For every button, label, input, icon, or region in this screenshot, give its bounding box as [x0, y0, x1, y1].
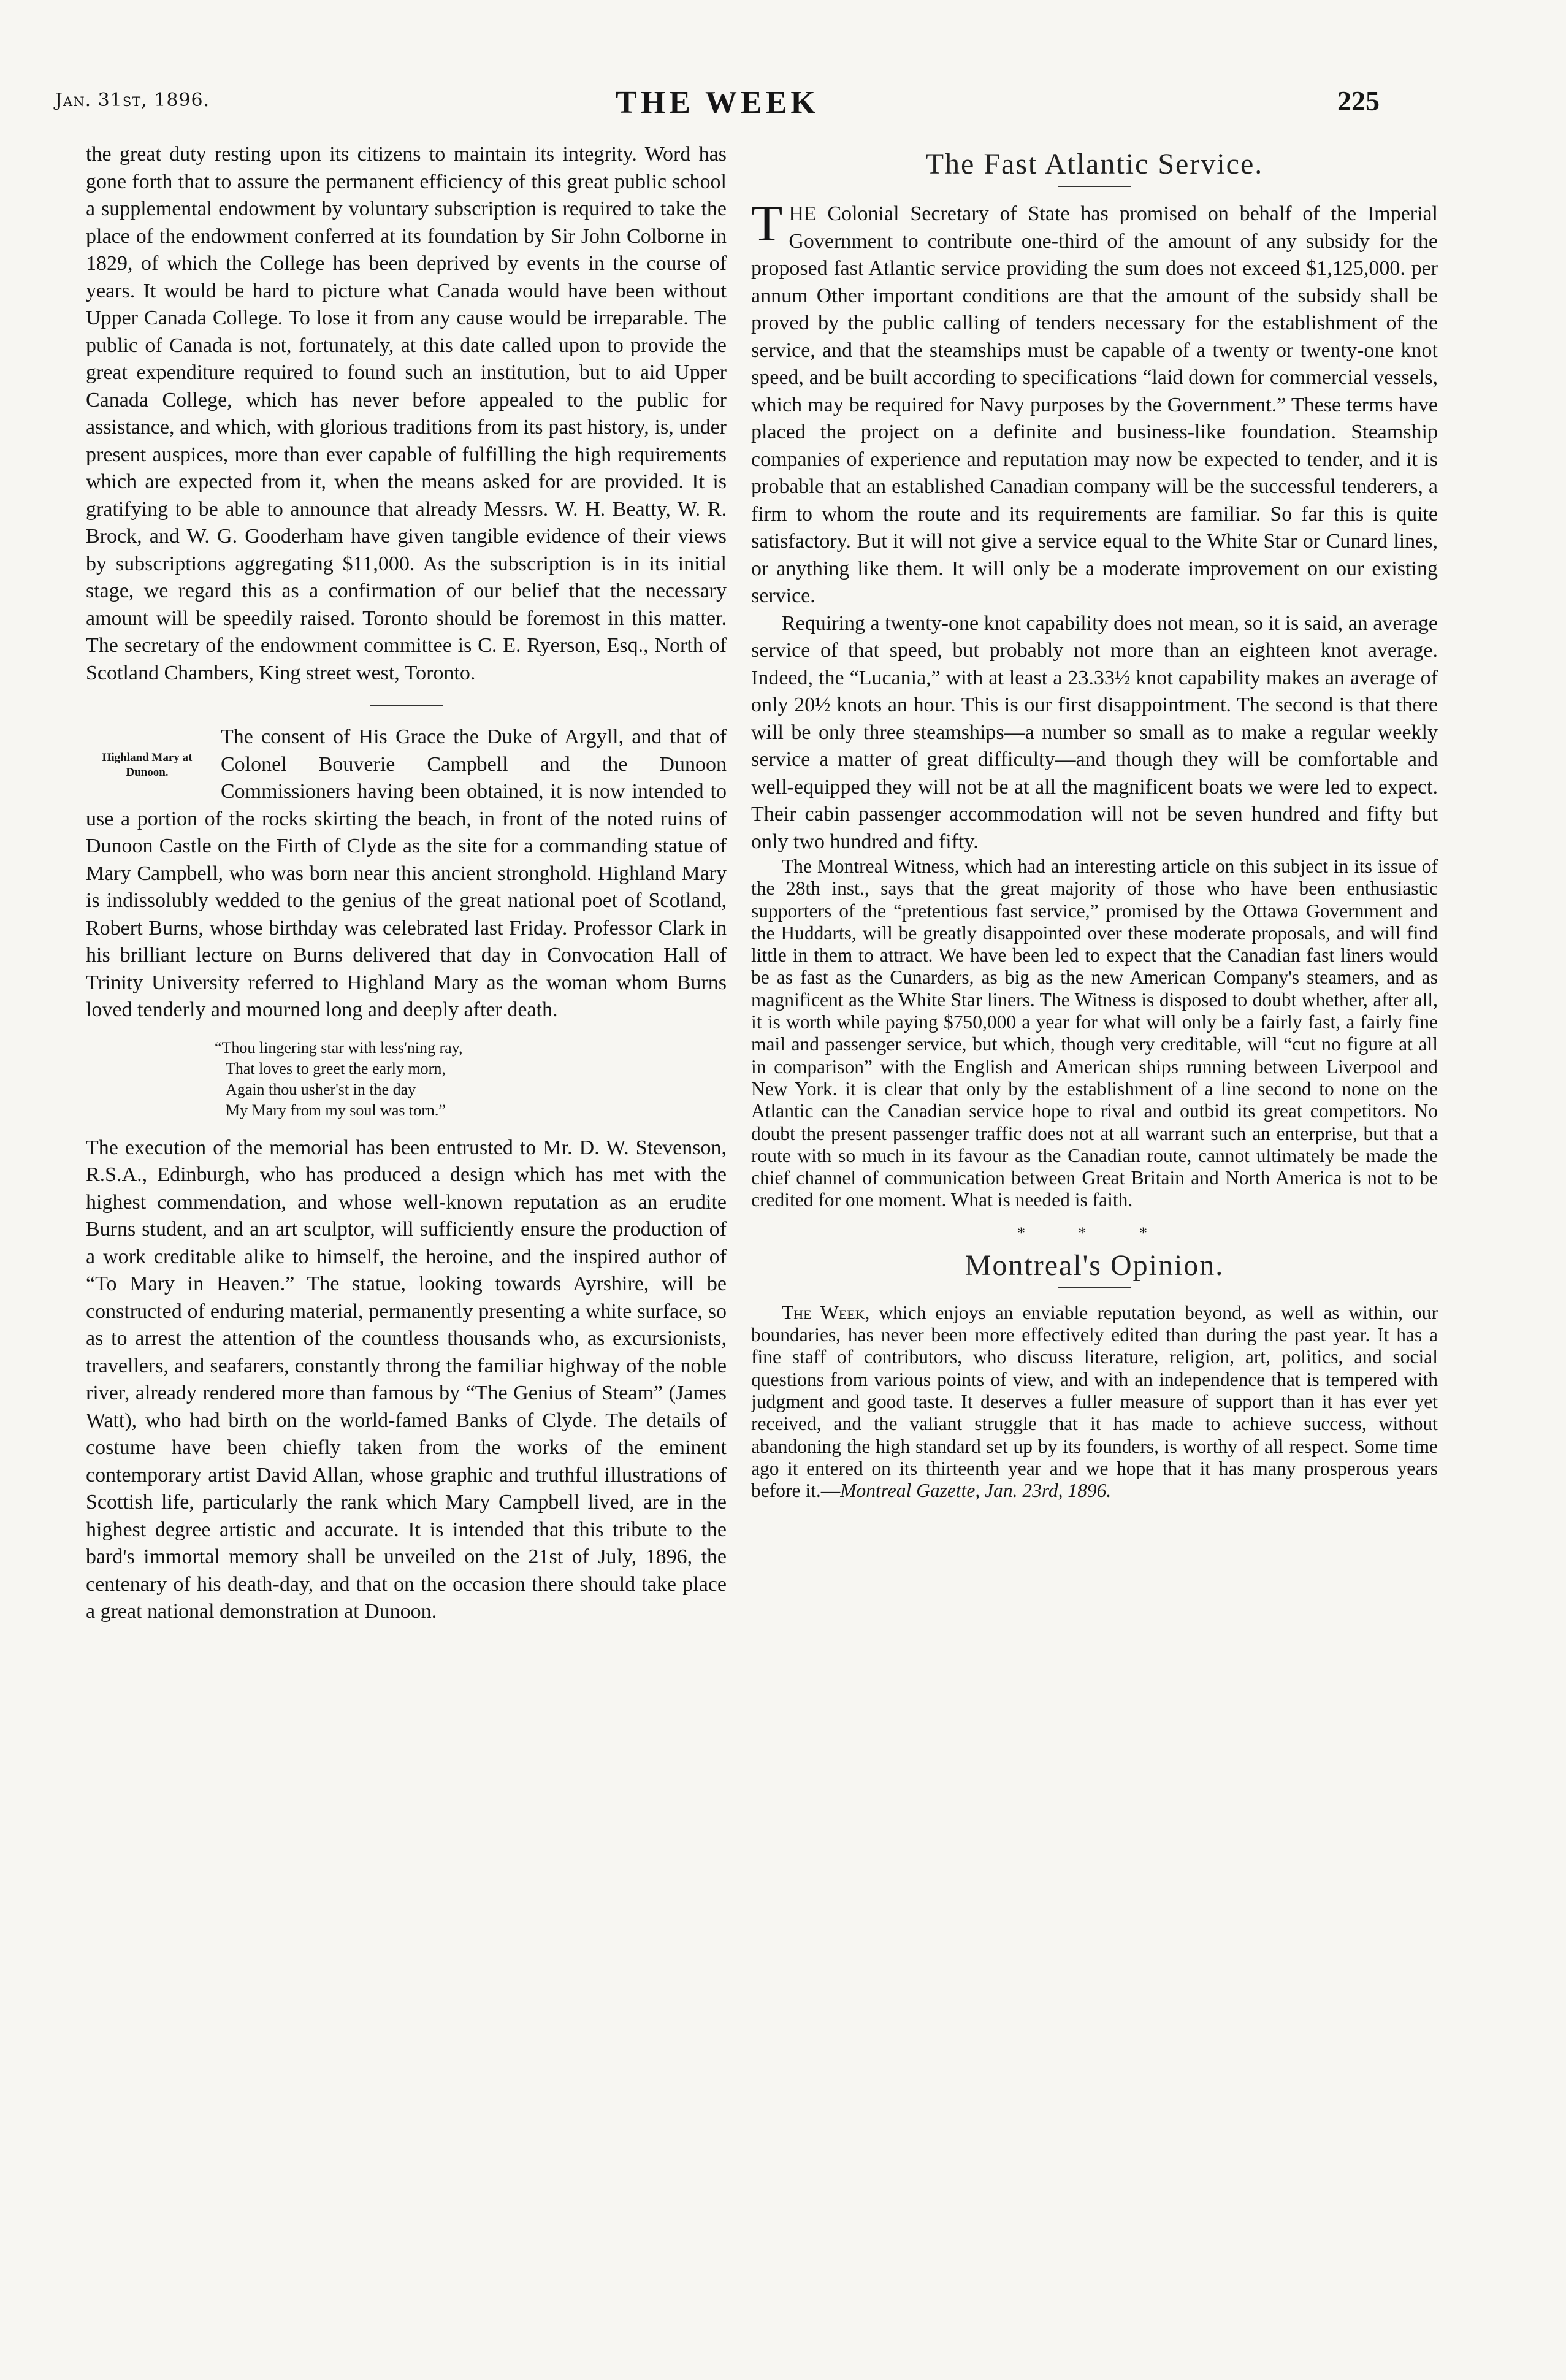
memorial-paragraph: The execution of the memorial has been entrusted to Mr. D. W. Stevenson, R.S.A., Edinburgh, who has produced a design which has met with the highest commendation, and whose well-known reputation as an erudite Burns student, and an art sculptor, will sufficiently ensure the production of a work creditable alike to himself, the heroine, and the inspired author of “To Mary in Heaven.” The statue, looking towards Ayrshire, will be constructed of enduring material, permanently presenting a white surface, so as to arrest the attention of the countless thousands who, as excursionists, travellers, and seafarers, constantly throng the familiar highway of the noble river, already rendered more than famous by “The Genius of Steam” (James Watt), who had birth on the world-famed Banks of Clyde. The details of costume have been chiefly taken from the works of the eminent contemporary artist David Allan, whose graphic and truthful illustrations of Scottish life, particularly the rank which Mary Campbell lived, are in the highest degree artistic and accurate. It is intended that this tribute to the bard's immortal memory shall be unveiled on the 21st of July, 1896, the centenary of his death-day, and that on the occasion there should take place a great national demonstration at Dunoon. — [86, 1136, 727, 1623]
section-divider — [370, 705, 443, 706]
article-heading-fast-atlantic: The Fast Atlantic Service. — [925, 148, 1264, 180]
page-header — [55, 85, 1380, 121]
publication-title: THE WEEK — [616, 85, 819, 120]
montreal-witness-paragraph: The Montreal Witness, which had an interesting article on this subject in its issue of the 28th inst., says that the great majority of those who have been enthusiastic supporters of the “pretentious fast service,” promised by the Ottawa Government and the Huddarts, will be greatly disappointed over these moderate proposals, and will find little in them to attract. We have been led to expect that the Canadian fast liners would be as fast as the Cunarders, as big as the new American Company's steamers, and as magnificent as the White Star liners. The Witness is disposed to doubt whether, after all, it is worth while paying $750,000 a year for what will only be a fairly fast, a fairly fine mail and passenger service, but which, though very creditable, will “cut no figure at all in comparison” with the English and American ships running between Liverpool and New York. it is clear that only by the establishment of a line second to none on the Atlantic can the Canadian service hope to rival and outbid its great competitors. No doubt the present passenger traffic does not at all warrant such an enterprise, but that a route with so much in its favour as the Canadian route, cannot ultimately be made the chief channel of communication between Great Britain and North America is not to be credited for one moment. What is needed is faith. — [751, 855, 1438, 1211]
heading-divider — [1058, 1287, 1131, 1288]
heading-divider — [1058, 186, 1131, 187]
drop-cap: T — [751, 195, 783, 252]
paragraph-text: which enjoys an enviable reputation beyond, as well as within, our boundaries, has never been more effectively edited than during the past year. It has a fine staff of contributors, who discuss literature, religion, art, politics, and social questions from various points of view, and with an independence that is tempered with judgment and good taste. It deserves a fuller measure of support than it has ever yet received, and the valiant struggle that it has made to achieve success, without abandoning the high standard set up by its founders, is worthy of all respect. Some time ago it entered on its thirteenth year and we hope that it has many prosperous years before it.— — [751, 1301, 1438, 1502]
highland-mary-paragraph: The consent of His Grace the Duke of Argyll, and that of Colonel Bouverie Campbell and the Dunoon Commissioners having been obtained, it is now intended to use a portion of the rocks skirting the beach, in front of the noted ruins of Dunoon Castle on the Firth of Clyde as the site for a commanding statue of Mary Campbell, who was born near this ancient stronghold. Highland Mary is indissolubly wedded to the genius of the great national poet of Scotland, Robert Burns, whose birthday was celebrated last Friday. Professor Clark in his brilliant lecture on Burns delivered that day in Convocation Hall of Trinity University referred to Highland Mary as the woman whom Burns loved tenderly and mourned long and deeply after death. — [86, 725, 727, 1021]
upper-canada-college-paragraph: the great duty resting upon its citizens to maintain its integrity. Word has gone forth that to assure the permanent efficiency of this great public school a supplemental endowment by voluntary subscription is required to take the place of the endowment conferred at its foundation by Sir John Colborne in 1829, of which the College has been deprived by events in the course of years. It would be hard to picture what Canada would have been without Upper Canada College. To lose it from any cause would be irreparable. The public of Canada is not, fortunately, at this date called upon to provide the great expenditure required to found such an institution, but to aid Upper Canada College, which has never before appealed to the public for assistance, and which, with glorious traditions from its past history, is, under present auspices, more than ever capable of fulfilling the high requirements which are expected from it, when the means asked for are provided. It is gratifying to be able to announce that already Messrs. W. H. Beatty, W. R. Brock, and W. G. Gooderham have given tangible evidence of their views by subscriptions aggregating $11,000. As the subscription is in its initial stage, we regard this as a confirmation of our belief that the necessary amount will be speedily raised. Toronto should be foremost in this matter. The secretary of the endowment committee is C. E. Ryerson, Esq., North of Scotland Chambers, King street west, Toronto. — [86, 143, 727, 684]
the-week-lead: The Week, — [782, 1301, 870, 1323]
left-column — [86, 141, 727, 1626]
burns-poem-quote — [215, 1038, 727, 1121]
source-citation: Montreal Gazette, Jan. 23rd, 1896. — [840, 1480, 1112, 1502]
poem-line: “Thou lingering star with less'ning ray, — [215, 1038, 463, 1057]
poem-line: My Mary from my soul was torn.” — [226, 1101, 446, 1119]
issue-date: Jan. 31st, 1896. — [55, 90, 210, 111]
highland-mary-section — [86, 724, 727, 1024]
fast-atlantic-paragraph-2: Requiring a twenty-one knot capability does not mean, so it is said, an average service of that speed, but probably not more than an eighteen knot average. Indeed, the “Lucania,” with at least a 23.33½ knot capability makes an average of only 20½ knots an hour. This is our first disappointment. The second is that there will be only three steamships—a number so small as to make a regular weekly service a matter of great difficulty—and though they will be comfortable and well-equipped they will not be at all the magnificent boats we were led to expect. Their cabin passenger accommodation will not be seven hundred and fifty but only two hundred and fifty. — [751, 611, 1438, 853]
section-stars: * * * — [1017, 1223, 1172, 1242]
right-column — [751, 141, 1438, 1502]
article-heading-montreal-opinion: Montreal's Opinion. — [964, 1249, 1224, 1282]
page-number: 225 — [1337, 85, 1380, 117]
poem-line: Again thou usher'st in the day — [226, 1080, 416, 1098]
paragraph-text: HE Colonial Secretary of State has promised on behalf of the Imperial Government to contribute one-third of the amount of any subsidy for the proposed fast Atlantic service providing the sum does not exceed $1,125,000. per annum Other important conditions are that the amount of the subsidy shall be proved by the public calling of tenders necessary for the establishment of the service, and that the steamships must be capable of a twenty or twenty-one knot speed, and be built according to specifications “laid down for commercial vessels, which may be required for Navy purposes by the Government.” These terms have placed the project on a definite and business-like foundation. Steamship companies of experience and reputation may now be expected to tender, and it is probable that an established Canadian company will be the successful tenderers, a firm to whom the route and its requirements are familiar. So far this is quite satisfactory. But it will not give a service equal to the White Star or Cunard lines, or anything like them. It will only be a moderate improvement on our existing service. — [751, 202, 1438, 607]
montreal-opinion-paragraph — [751, 1302, 1438, 1502]
poem-line: That loves to greet the early morn, — [226, 1059, 446, 1077]
sidenote-highland-mary: Highland Mary at Dunoon. — [102, 751, 193, 779]
fast-atlantic-paragraph-1 — [751, 195, 1438, 610]
